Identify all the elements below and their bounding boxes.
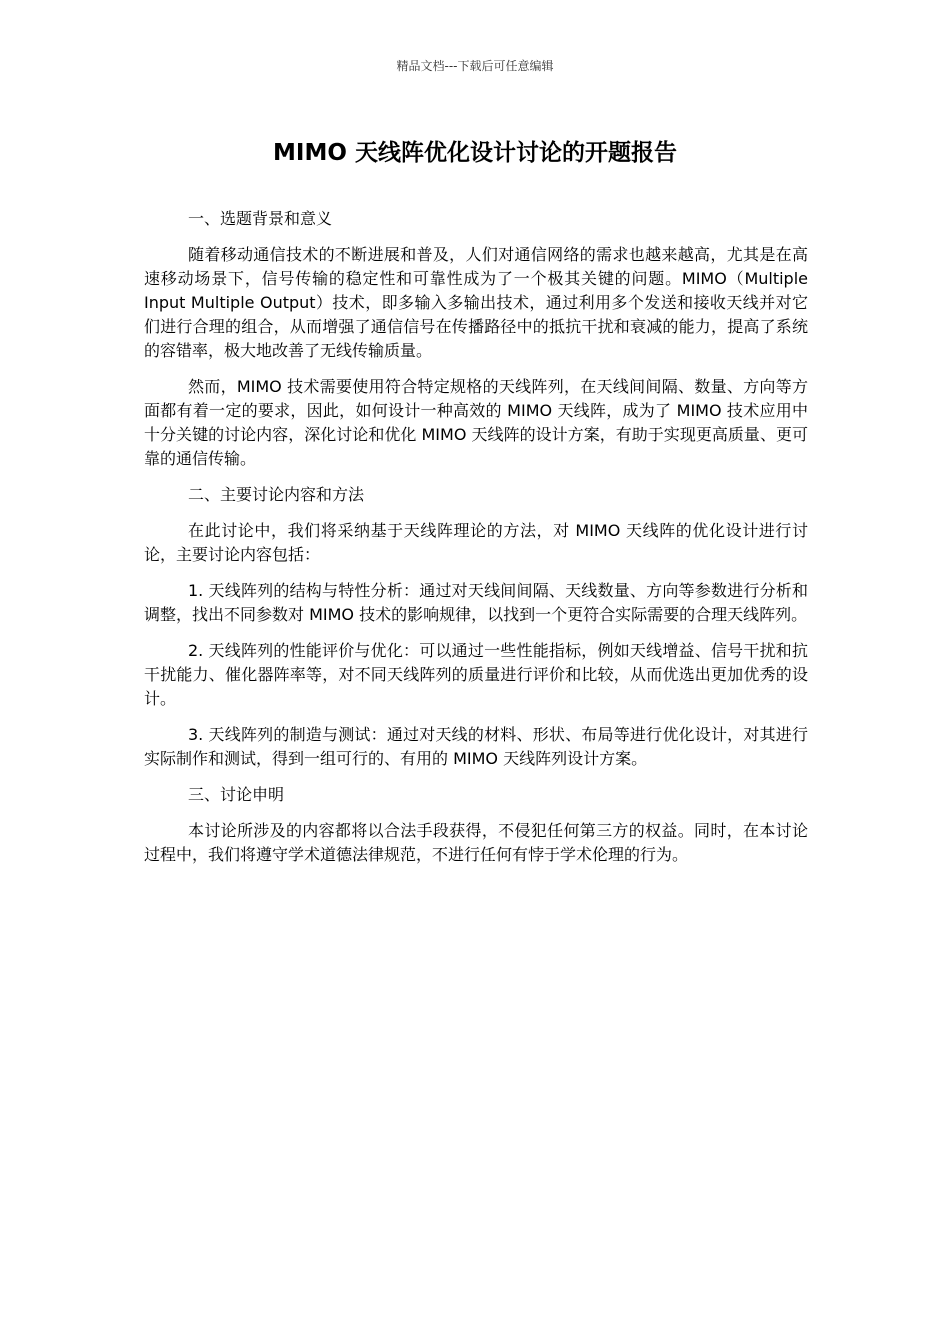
paragraph-content-intro: 在此讨论中，我们将采纳基于天线阵理论的方法，对 MIMO 天线阵的优化设计进行讨论，主要讨论内容包括： xyxy=(144,521,808,564)
section-heading-content-methods: 二、主要讨论内容和方法 xyxy=(188,485,365,504)
document-body xyxy=(144,207,808,879)
paragraph-content-item-3: 3. 天线阵列的制造与测试：通过对天线的材料、形状、布局等进行优化设计，对其进行实际制作和测试，得到一组可行的、有用的 MIMO 天线阵列设计方案。 xyxy=(144,725,808,768)
section-heading-background: 一、选题背景和意义 xyxy=(188,209,333,228)
paragraph-background-1: 随着移动通信技术的不断进展和普及，人们对通信网络的需求也越来越高，尤其是在高速移动场景下，信号传输的稳定性和可靠性成为了一个极其关键的问题。MIMO（Multiple Input Multiple Output）技术，即多输入多输出技术，通过利用多个发送和接收天线并对它们进行合理的组合，从而增强了通信信号在传播路径中的抵抗干扰和衰减的能力，提高了系统的容错率，极大地改善了无线传输质量。 xyxy=(144,245,808,360)
page-header: 精品文档---下载后可任意编辑 xyxy=(396,59,554,73)
paragraph-background-2: 然而，MIMO 技术需要使用符合特定规格的天线阵列，在天线间间隔、数量、方向等方面都有着一定的要求，因此，如何设计一种高效的 MIMO 天线阵，成为了 MIMO 技术应用中十分关键的讨论内容，深化讨论和优化 MIMO 天线阵的设计方案，有助于实现更高质量、更可靠的通信传输。 xyxy=(144,377,808,468)
section-heading-statement: 三、讨论申明 xyxy=(188,785,285,804)
paragraph-content-item-2: 2. 天线阵列的性能评价与优化：可以通过一些性能指标，例如天线增益、信号干扰和抗干扰能力、催化器阵率等，对不同天线阵列的质量进行评价和比较，从而优选出更加优秀的设计。 xyxy=(144,641,808,708)
paragraph-content-item-1: 1. 天线阵列的结构与特性分析：通过对天线间间隔、天线数量、方向等参数进行分析和调整，找出不同参数对 MIMO 技术的影响规律，以找到一个更符合实际需要的合理天线阵列。 xyxy=(144,581,808,624)
paragraph-statement: 本讨论所涉及的内容都将以合法手段获得，不侵犯任何第三方的权益。同时，在本讨论过程中，我们将遵守学术道德法律规范，不进行任何有悖于学术伦理的行为。 xyxy=(144,821,808,864)
document-title: MIMO 天线阵优化设计讨论的开题报告 xyxy=(273,140,677,166)
